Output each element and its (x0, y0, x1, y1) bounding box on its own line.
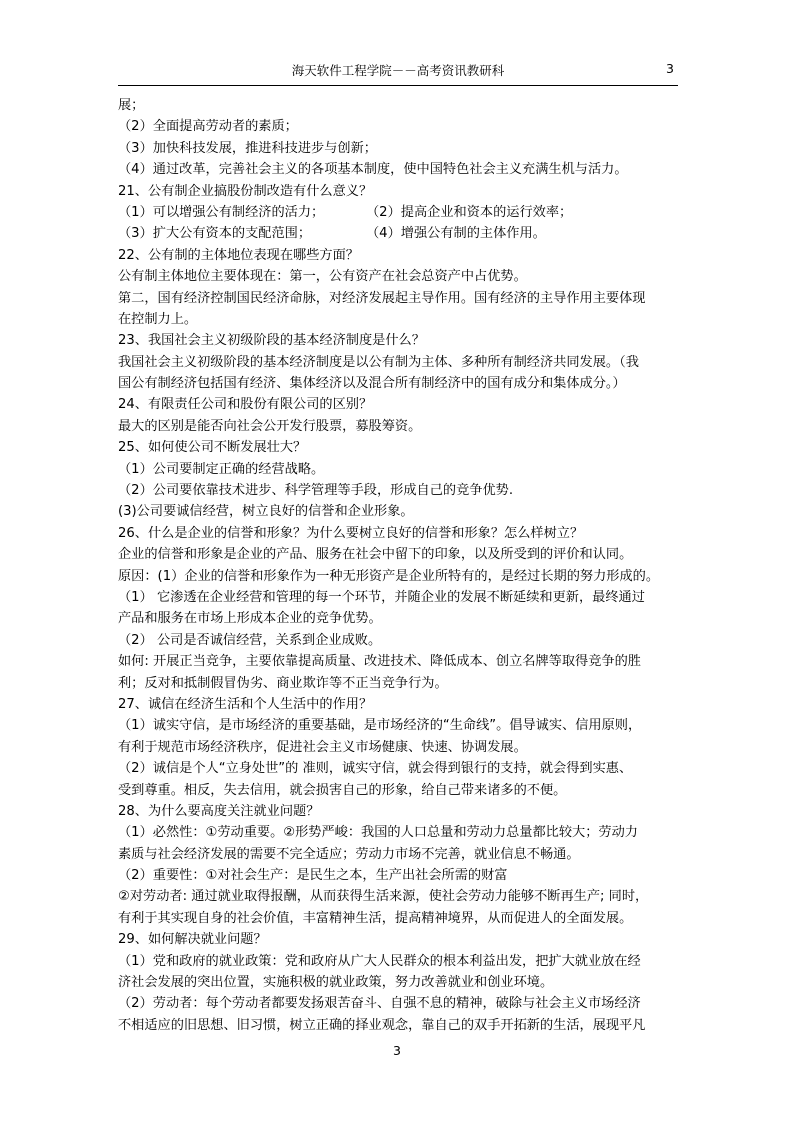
text-line: 公有制主体地位主要体现在：第一，公有资产在社会总资产中占优势。 (118, 269, 527, 285)
text-line: （2） 公司是否诚信经营，关系到企业成败。 (118, 632, 382, 648)
text-line: 28、为什么要高度关注就业问题？ (118, 803, 320, 819)
header-page-number: 3 (666, 61, 674, 76)
text-line: （2）公司要依靠技术进步、科学管理等手段，形成自己的竞争优势. (118, 483, 514, 499)
question-heading: 21、公有制企业搞股份制改造有什么意义？ (118, 183, 373, 199)
text-line: 受到尊重。相反，失去信用，就会损害自己的形象，给自己带来诸多的不便。 (118, 782, 567, 798)
text-line: 济社会发展的突出位置，实施积极的就业政策，努力改善就业和创业环境。 (118, 975, 554, 991)
text-line: (3)公司要诚信经营，树立良好的信誉和企业形象。 (118, 504, 414, 520)
text-line: 23、我国社会主义初级阶段的基本经济制度是什么？ (118, 333, 425, 349)
text-line: 27、诚信在经济生活和个人生活中的作用？ (118, 696, 373, 712)
two-column-row (118, 202, 680, 223)
text-line: 素质与社会经济发展的需要不完全适应；劳动力市场不完善，就业信息不畅通。 (118, 846, 580, 862)
two-column-row (118, 223, 680, 244)
text-line: 如何: 开展正当竞争，主要依靠提高质量、改进技术、降低成本、创立名牌等取得竞争的胜 (118, 654, 641, 670)
row-left: （1）可以增强公有制经济的活力； (118, 204, 325, 220)
text-line: （1）公司要制定正确的经营战略。 (118, 461, 325, 477)
text-line: （1）必然性：①劳动重要。②形势严峻：我国的人口总量和劳动力总量都比较大；劳动力 (118, 825, 638, 841)
text-line: （2）重要性：①对社会生产：是民生之本，生产出社会所需的财富 (118, 868, 508, 884)
text-line: （1）党和政府的就业政策：党和政府从广大人民群众的根本利益出发，把扩大就业放在经 (118, 953, 641, 969)
text-line: （2）劳动者：每个劳动者都要发扬艰苦奋斗、自强不息的精神，破除与社会主义市场经济 (118, 996, 641, 1012)
text-line: （2）诚信是个人“立身处世”的 准则，诚实守信，就会得到银行的支持，就会得到实惠、 (118, 761, 633, 777)
header-title: 海天软件工程学院－－高考资讯教研科 (291, 63, 505, 78)
text-line: 22、公有制的主体地位表现在哪些方面？ (118, 247, 359, 263)
text-line: 产品和服务在市场上形成本企业的竞争优势。 (118, 611, 382, 627)
text-line: （1） 它渗透在企业经营和管理的每一个环节，并随企业的发展不断延续和更新，最终通过 (118, 589, 645, 605)
row-right: （4）增强公有制的主体作用。 (366, 226, 546, 242)
text-line: 在控制力上。 (118, 311, 198, 327)
text-line: （1）诚实守信，是市场经济的重要基础，是市场经济的“生命线”。倡导诚实、信用原则， (118, 718, 642, 734)
text-line: ②对劳动者: 通过就业取得报酬，从而获得生活来源，使社会劳动力能够不断再生产; 同时， (118, 889, 649, 905)
document-body (118, 95, 680, 1036)
text-line: 24、有限责任公司和股份有限公司的区别？ (118, 397, 373, 413)
text-line: 第二，国有经济控制国民经济命脉，对经济发展起主导作用。国有经济的主导作用主要体现 (118, 290, 646, 306)
row-right: （2）提高企业和资本的运行效率； (366, 204, 573, 220)
text-line: （3）加快科技发展，推进科技进步与创新； (118, 140, 377, 156)
text-line: 国公有制经济包括国有经济、集体经济以及混合所有制经济中的国有成分和集体成分。） (118, 376, 626, 392)
text-line: 原因：(1）企业的信誉和形象作为一种无形资产是企业所特有的，是经过长期的努力形成的。 (118, 568, 660, 584)
text-line: 利；反对和抵制假冒伪劣、商业欺诈等不正当竞争行为。 (118, 675, 448, 691)
text-line: 26、什么是企业的信誉和形象？为什么要树立良好的信誉和形象？怎么样树立？ (118, 525, 584, 541)
text-line: 有利于规范市场经济秩序，促进社会主义市场健康、快速、协调发展。 (118, 739, 527, 755)
text-line: 不相适应的旧思想、旧习惯，树立正确的择业观念，靠自己的双手开拓新的生活，展现平凡 (118, 1017, 646, 1033)
row-left: （3）扩大公有资本的支配范围； (118, 226, 312, 242)
text-line: 最大的区别是能否向社会公开发行股票，募股筹资。 (118, 418, 422, 434)
text-line: 29、如何解决就业问题？ (118, 932, 267, 948)
text-line: （4）通过改革，完善社会主义的各项基本制度，使中国特色社会主义充满生机与活力。 (118, 162, 628, 178)
text-line: 有利于其实现自身的社会价值，丰富精神生活，提高精神境界，从而促进人的全面发展。 (118, 910, 633, 926)
text-line: 企业的信誉和形象是企业的产品、服务在社会中留下的印象，以及所受到的评价和认同。 (118, 547, 633, 563)
text-line: 25、如何使公司不断发展壮大？ (118, 440, 307, 456)
text-line: （2）全面提高劳动者的素质； (118, 119, 298, 135)
page-footer-number: 3 (393, 1043, 401, 1058)
page-header (118, 55, 678, 86)
text-line: 我国社会主义初级阶段的基本经济制度是以公有制为主体、多种所有制经济共同发展。（我 (118, 354, 639, 370)
text-line: 展； (118, 98, 145, 113)
